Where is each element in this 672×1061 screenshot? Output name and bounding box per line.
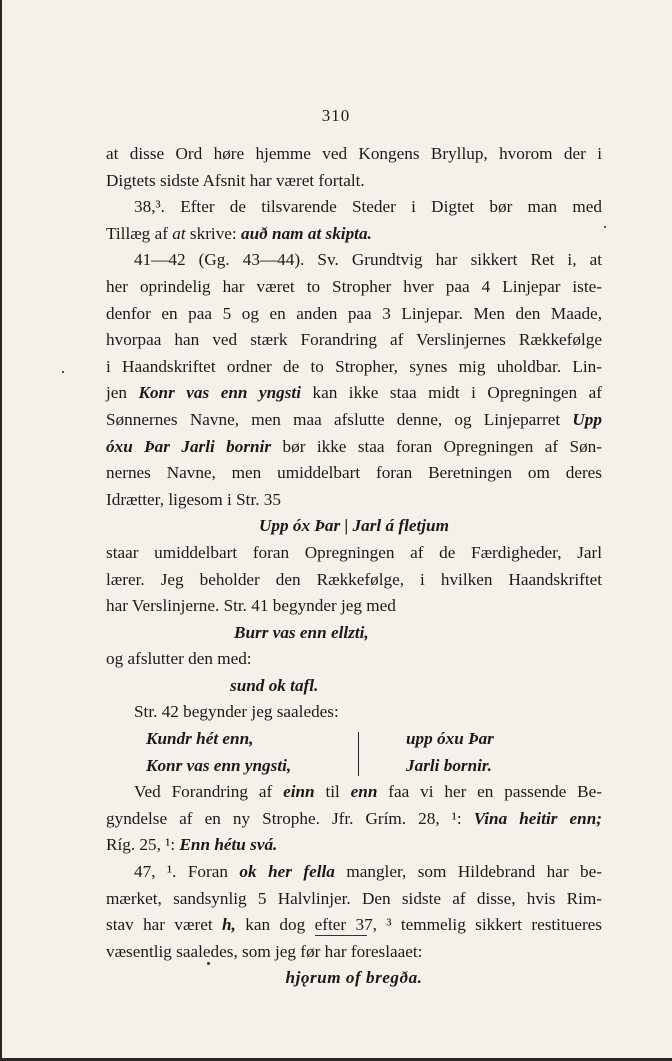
text-line: hvorpaa han ved stærk Forandring af Verslinjernes Rækkefølge [106,330,602,350]
text-line: 38,³. Efter de tilsvarende Steder i Digtet bør man med [134,197,602,217]
text-line: Tillæg af at skrive: auð nam at skipta. [106,223,372,243]
verse-quote: Upp óx Þar | Jarl á fletjum [259,516,449,536]
ink-dot [207,962,210,965]
text-line: Idrætter, ligesom i Str. 35 [106,489,281,509]
text-line: staar umiddelbart foran Opregningen af de Færdigheder, Jarl [106,542,602,562]
text-line: denfor en paa 5 og en anden paa 3 Linjepar. Men den Maade, [106,303,602,323]
text-line: jen Konr vas enn yngsti kan ikke staa midt i Opregningen af [106,383,602,403]
text-line: og afslutter den med: [106,649,252,669]
text-line: 41—42 (Gg. 43—44). Sv. Grundtvig har sikkert Ret i, at [134,250,602,270]
text-line: Digtets sidste Afsnit har været fortalt. [106,170,365,190]
verse-line: Jarli bornir. [406,755,492,775]
text-line: Ved Forandring af einn til enn faa vi her en passende Be- [134,782,602,802]
text-line: Ríg. 25, ¹: Enn hétu svá. [106,835,278,855]
text-line: væsentlig saaledes, som jeg før har foreslaaet: [106,941,423,961]
verse-divider [358,732,359,776]
text-line: har Verslinjerne. Str. 41 begynder jeg med [106,596,396,616]
text-line: her oprindelig har været to Stropher hver paa 4 Linjepar iste- [106,276,602,296]
text-line: mærket, sandsynlig 5 Halvlinjer. Den sidste af disse, hvis Rim- [106,888,602,908]
margin-speck [62,371,64,373]
verse-line: Kundr hét enn, [146,729,254,749]
verse-line: upp óxu Þar [406,729,494,749]
text-line: stav har været h, kan dog efter 37, ³ temmelig sikkert restitueres [106,915,602,935]
text-line: lærer. Jeg beholder den Rækkefølge, i hvilken Haandskriftet [106,569,602,589]
verse-quote: sund ok tafl. [230,675,319,695]
text-line: Sønnernes Navne, men maa afslutte denne, og Linjeparret Upp [106,409,602,429]
scan-edge-left [0,0,2,1061]
text-line: 47, ¹. Foran ok her fella mangler, som Hildebrand har be- [134,862,602,882]
text-line: i Haandskriftet ordner de to Stropher, synes mig uholdbar. Lin- [106,356,602,376]
text-line: gyndelse af en ny Strophe. Jfr. Grím. 28, ¹: Vina heitir enn; [106,808,602,828]
text-line: Str. 42 begynder jeg saaledes: [134,702,339,722]
verse-quote: Burr vas enn ellzti, [234,622,369,642]
verse-line: Konr vas enn yngsti, [146,755,292,775]
main-text [106,141,602,992]
verse-quote: hjǫrum of bregða. [285,968,423,988]
page-number: 310 [321,106,351,125]
section-rule [315,935,367,936]
text-line: óxu Þar Jarli bornir bør ikke staa foran Opregningen af Søn- [106,436,602,456]
margin-speck [604,226,606,228]
verse-block-left [146,726,346,779]
text-line: at disse Ord høre hjemme ved Kongens Bryllup, hvorom der i [106,144,602,163]
verse-block-right [406,726,606,779]
verse-block [106,726,602,779]
text-line: nernes Navne, men umiddelbart foran Beretningen om deres [106,463,602,483]
